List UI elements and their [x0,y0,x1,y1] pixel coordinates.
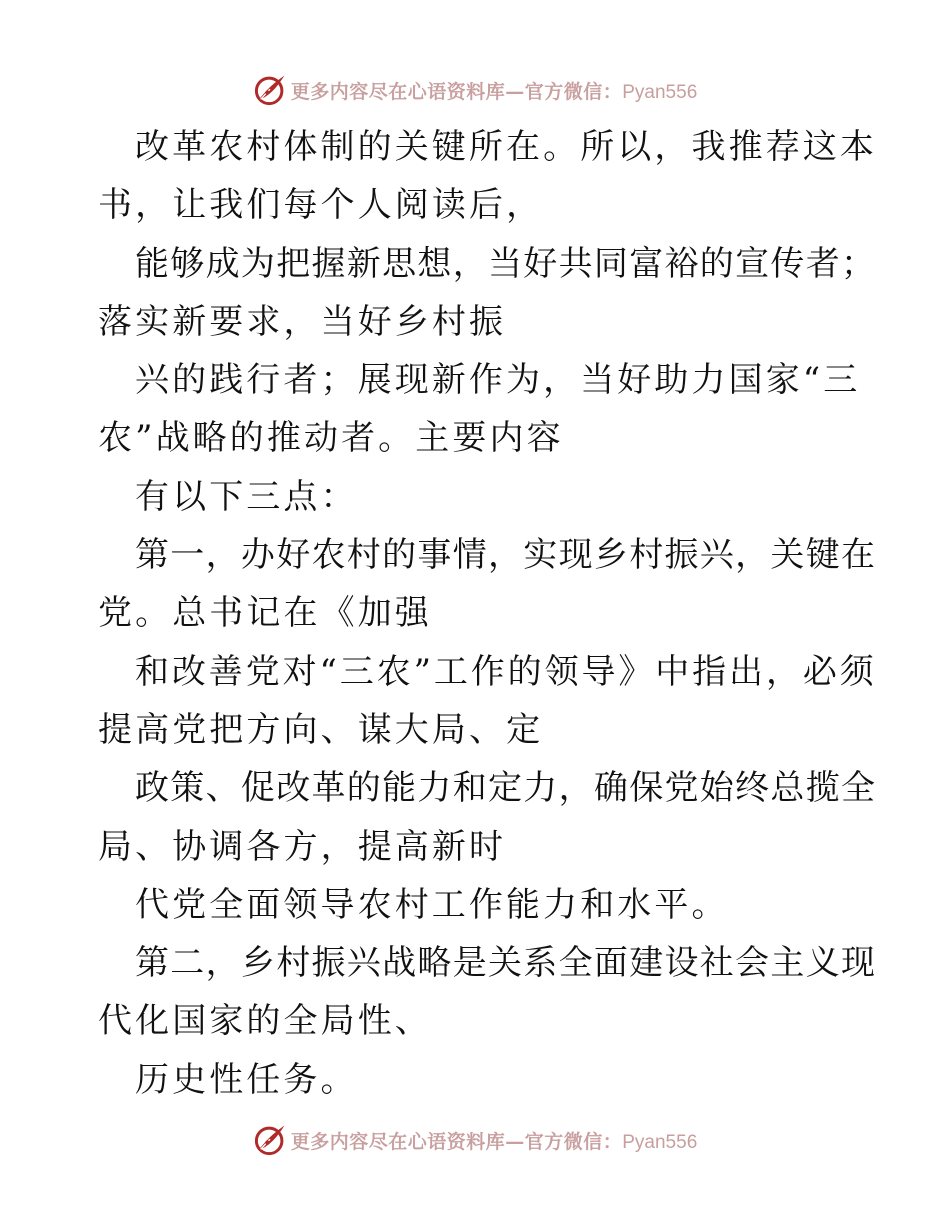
text-line: 和改善党对“三农”工作的领导》中指出，必须 [135,651,877,692]
watermark-text: 更多内容尽在心语资料库—官方微信：Pyan556 [290,1130,698,1153]
text-line: 代化国家的全局性、 [98,1001,432,1042]
footer-watermark [0,1120,950,1160]
text-line: 代党全面领导农村工作能力和水平。 [135,884,729,925]
document-body [98,118,878,1109]
text-line: 书，让我们每个人阅读后， [98,185,544,226]
text-line: 第一，办好农村的事情，实现乡村振兴，关键在 [135,535,877,576]
text-line: 提高党把方向、谋大局、定 [98,709,544,750]
watermark-text: 更多内容尽在心语资料库—官方微信：Pyan556 [290,80,698,103]
text-line: 历史性任务。 [135,1059,358,1100]
text-line: 兴的践行者；展现新作为，当好助力国家“三 [135,360,861,401]
text-line: 改革农村体制的关键所在。所以，我推荐这本 [135,127,877,167]
text-line: 能够成为把握新思想，当好共同富裕的宣传者； [135,243,877,284]
text-line: 农”战略的推动者。主要内容 [98,418,564,459]
quill-logo-icon [253,1123,287,1157]
text-line: 有以下三点： [135,476,358,517]
text-line: 党。总书记在《加强 [98,593,432,634]
quill-logo-icon [253,73,287,107]
text-line: 落实新要求，当好乡村振 [98,301,507,342]
text-line: 第二，乡村振兴战略是关系全面建设社会主义现 [135,943,877,984]
text-line: 局、协调各方，提高新时 [98,826,507,867]
header-watermark [0,70,950,110]
text-line: 政策、促改革的能力和定力，确保党始终总揽全 [135,768,877,809]
